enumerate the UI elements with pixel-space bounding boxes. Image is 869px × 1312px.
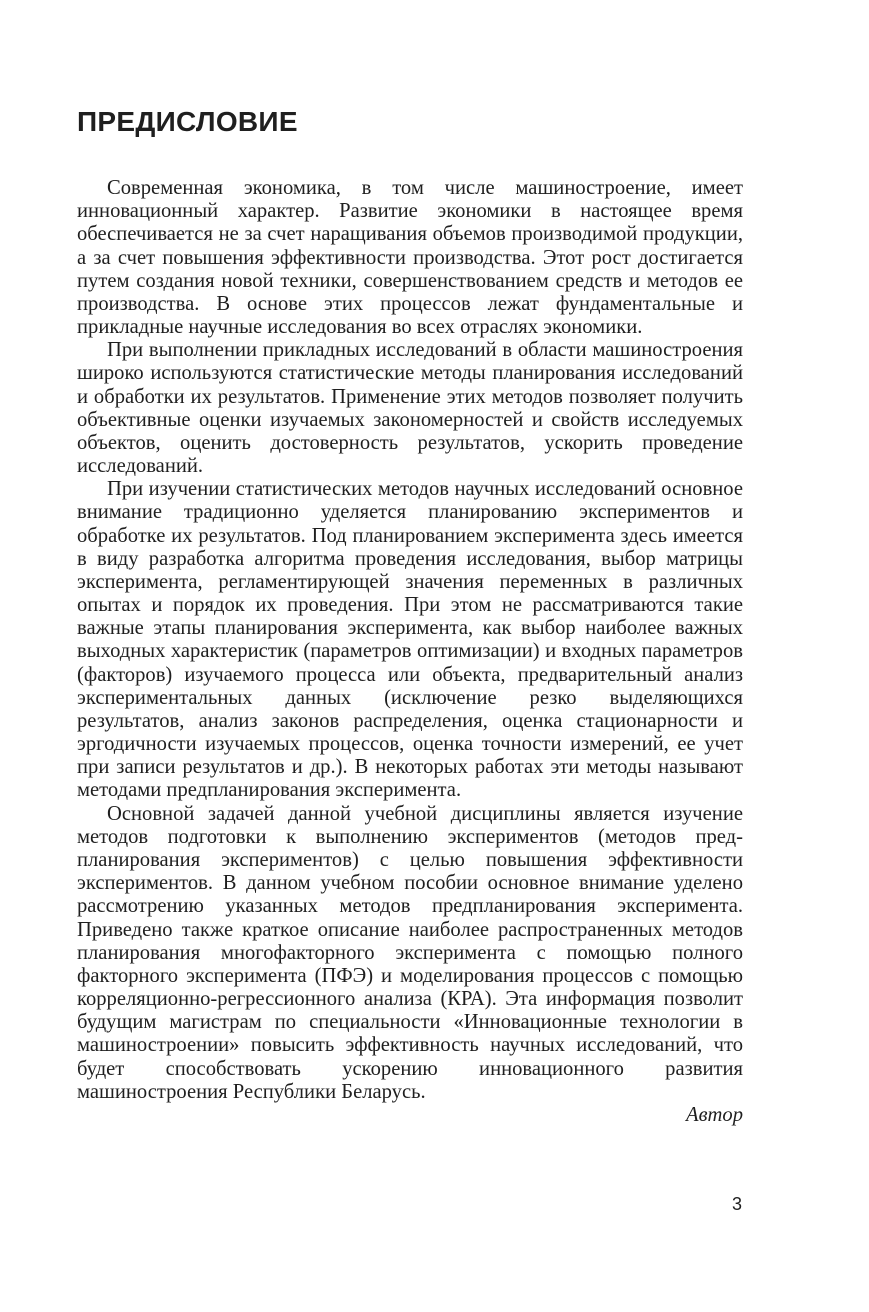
paragraph-3: При изучении статистических методов научных исследований основное внимание традиционно уделяется планированию экспериментов и обработке их результатов. Под планированием эксперимента здесь имеется в виду разработка алгоритма проведения исследования, выбор матрицы эксперимента, регламентирующей значения переменных в различных опытах и порядок их проведения. При этом не рассматриваются такие важные этапы планирования эксперимента, как выбор наиболее важных выходных характеристик (параметров оптимизации) и входных параметров (факторов) изучаемого процесса или объекта, предварительный анализ экспериментальных данных (исключение резко выделяющихся результатов, анализ законов распределения, оценка стационарности и эргодичности изучаемых процессов, оценка точности измерений, ее учет при записи результатов и др.). В некоторых работах эти методы называют методами предпланирования эксперимента.: [77, 478, 743, 802]
paragraph-2: При выполнении прикладных исследований в области машиностроения широко используются статистические методы планирования исследований и обработки их результатов. Применение этих методов позволяет получить объективные оценки изучаемых закономерностей и свойств исследуемых объектов, оценить достоверность результатов, ускорить проведение исследований.: [77, 339, 743, 478]
page-title: ПРЕДИСЛОВИЕ: [77, 106, 298, 137]
author-signature: Автор: [686, 1103, 743, 1126]
page-number: 3: [731, 1194, 742, 1214]
preface-body: [77, 177, 743, 1127]
paragraph-1: Современная экономика, в том числе машиностроение, имеет инновационный характер. Развитие экономики в настоящее время обеспечивается не за счет наращивания объемов производимой продукции, а за счет повышения эффективности производства. Этот рост достигается путем создания новой техники, совершенствованием средств и методов ее производства. В основе этих процессов лежат фундаментальные и прикладные научные исследования во всех отраслях экономики.: [77, 177, 743, 339]
paragraph-4: Основной задачей данной учебной дисциплины является изучение методов подготовки к выполнению экспериментов (методов предпланирования экспериментов) с целью повышения эффективности экспериментов. В данном учебном пособии основное внимание уделено рассмотрению указанных методов предпланирования эксперимента. Приведено также краткое описание наиболее распространенных методов планирования многофакторного эксперимента с помощью полного факторного эксперимента (ПФЭ) и моделирования процессов с помощью корреляционно-регрессионного анализа (КРА). Эта информация позволит будущим магистрам по специальности «Инновационные технологии в машиностроении» повысить эффективность научных исследований, что будет способствовать ускорению инновационного развития машиностроения Республики Беларусь.: [77, 802, 743, 1103]
